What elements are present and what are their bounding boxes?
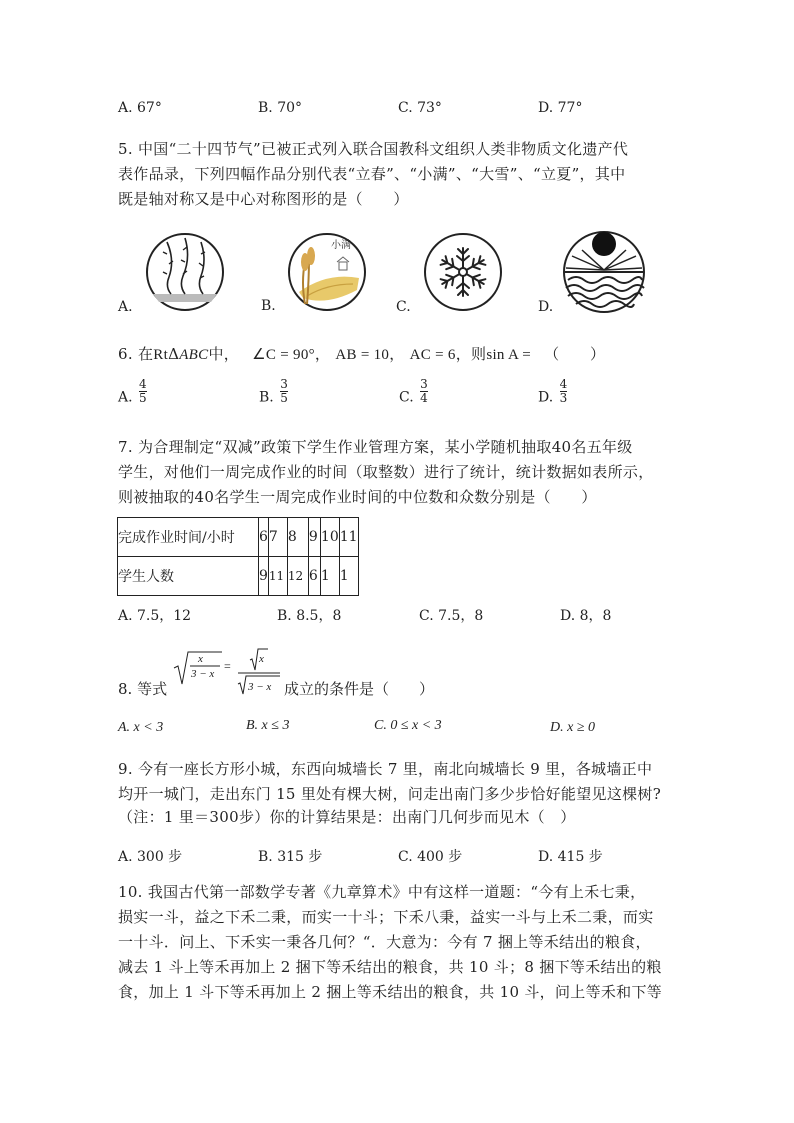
q7-count-cell: 1: [320, 557, 339, 596]
q8-equation: [172, 648, 284, 698]
table-row: [118, 518, 359, 557]
q8-equals: =: [224, 659, 231, 673]
q6-option-c-den: 4: [420, 391, 428, 405]
q7-option-d: D. 8，8: [560, 608, 612, 624]
q5-image-a-willow: [145, 232, 225, 312]
q7-option-c: C. 7.5，8: [419, 608, 484, 624]
q4-option-a: A. 67°: [118, 100, 162, 116]
q8-lhs-num: x: [198, 653, 203, 665]
q10-stem-line-5: 食，加上 1 斗下等禾再加上 2 捆上等禾结出的粮食，共 10 斗，问上等禾和下等: [118, 983, 663, 1001]
q9-option-a: A. 300 步: [118, 849, 183, 865]
q6-abc: ABC: [179, 347, 209, 363]
q6-triangle: Δ: [168, 345, 180, 363]
q7-time-cell: 6: [259, 518, 269, 557]
q7-count-cell: 1: [339, 557, 358, 596]
q8-option-c: C. 0 ≤ x < 3: [374, 718, 442, 733]
q6-option-b-den: 5: [280, 391, 288, 405]
q10-stem-line-4: 减去 1 斗上等禾再加上 2 捆下等禾结出的粮食，共 10 斗；8 捆下等禾结出的粮: [118, 958, 662, 976]
q7-data-table: [117, 517, 359, 596]
q5-stem-line-3: 既是轴对称又是中心对称图形的是（ ）: [118, 190, 409, 208]
q7-time-cell: 11: [339, 518, 358, 557]
q6-option-b-label: B.: [259, 389, 274, 406]
q7-option-b: B. 8.5，8: [277, 608, 342, 624]
q7-count-cell: 12: [287, 557, 308, 596]
q6-ac: AC = 6，: [409, 347, 472, 363]
q9-option-b: B. 315 步: [258, 849, 323, 865]
q5-stem-line-1: 5. 中国“二十四节气”已被正式列入联合国教科文组织人类非物质文化遗产代: [118, 140, 629, 158]
q8-lhs-den: 3 − x: [191, 668, 215, 680]
q6-option-d-label: D.: [538, 389, 554, 406]
q8-option-d: D. x ≥ 0: [550, 720, 596, 735]
q6-option-a-den: 5: [139, 391, 147, 405]
q6-ze: 则: [471, 345, 487, 363]
q7-stem-line-1: 7. 为合理制定“双减”政策下学生作业管理方案，某小学随机抽取40名五年级: [118, 438, 633, 456]
q6-stem: [118, 343, 605, 364]
q7-stem-line-3: 则被抽取的40名学生一周完成作业时间的中位数和众数分别是（ ）: [118, 488, 597, 506]
q9-option-c: C. 400 步: [398, 849, 463, 865]
q5-image-d-sun-waves: [562, 230, 646, 314]
q6-angle: ∠C = 90°，: [252, 347, 331, 363]
q7-count-cell: 9: [259, 557, 269, 596]
q7-time-cell: 10: [320, 518, 339, 557]
q8-prefix: 8. 等式: [118, 680, 168, 698]
q8-option-a: A. x < 3: [118, 720, 164, 735]
q5-option-b-label: B.: [261, 298, 276, 314]
q6-option-b-fraction: [280, 378, 288, 405]
q6-option-d-num: 4: [559, 377, 568, 391]
q7-count-cell: 6: [308, 557, 320, 596]
q9-stem-line-3: （注：1 里＝300步）你的计算结果是：出南门几何步而见木（ ）: [118, 808, 576, 826]
q6-option-a-fraction: [139, 378, 147, 405]
q6-option-d: [538, 377, 568, 411]
q7-time-cell: 9: [308, 518, 320, 557]
q9-stem-line-1: 9. 今有一座长方形小城，东西向城墙长 7 里，南北向城墙长 9 里，各城墙正中: [118, 760, 653, 778]
q7-row1-header: 完成作业时间/小时: [118, 518, 259, 557]
q6-option-c-label: C.: [399, 389, 414, 406]
q6-option-a-num: 4: [139, 377, 147, 391]
q4-option-b: B. 70°: [258, 100, 303, 116]
q6-option-b: [259, 377, 288, 411]
q7-time-cell: 7: [268, 518, 287, 557]
q10-stem-line-3: 一十斗．问上、下禾实一秉各几何？“．大意为：今有 7 捆上等禾结出的粮食，: [118, 933, 651, 951]
q5-stem-line-2: 表作品录，下列四幅作品分别代表“立春”、“小满”、“大雪”、“立夏”，其中: [118, 165, 626, 183]
q7-count-cell: 11: [268, 557, 287, 596]
q6-option-c: [399, 377, 428, 411]
q5-image-c-snowflake: [423, 232, 503, 312]
q5-image-b-caption: 小满: [331, 240, 351, 251]
q6-sin: sin A =: [486, 347, 532, 363]
q6-paren: （ ）: [544, 345, 606, 363]
q6-option-c-num: 3: [420, 377, 428, 391]
q6-option-d-fraction: [560, 378, 568, 405]
table-row: [118, 557, 359, 596]
q6-option-d-den: 3: [559, 391, 568, 405]
q8-suffix: 成立的条件是（ ）: [284, 680, 435, 698]
q8-rhs-num: x: [259, 653, 264, 665]
q6-option-b-num: 3: [280, 377, 288, 391]
q5-option-a-label: A.: [118, 299, 133, 315]
q8-rhs-den: 3 − x: [248, 681, 272, 693]
q4-option-c: C. 73°: [398, 100, 442, 116]
q5-option-d-label: D.: [538, 299, 554, 315]
q6-rt: Rt: [153, 347, 169, 363]
q5-image-b-wheat: [287, 232, 367, 312]
q10-stem-line-1: 10. 我国古代第一部数学专著《九章算术》中有这样一道题：“今有上禾七秉，: [118, 883, 646, 901]
q6-option-a-label: A.: [118, 389, 133, 406]
q9-stem-line-2: 均开一城门，走出东门 15 里处有棵大树，问走出南门多少步恰好能望见这棵树?: [118, 785, 662, 803]
q6-ab: AB = 10，: [335, 347, 405, 363]
q6-zhong: 中，: [208, 345, 240, 363]
q6-option-a: [118, 377, 147, 411]
q6-option-c-fraction: [420, 378, 428, 405]
q5-option-c-label: C.: [396, 299, 411, 315]
q7-time-cell: 8: [287, 518, 308, 557]
q9-option-d: D. 415 步: [538, 849, 603, 865]
q10-stem-line-2: 损实一斗，益之下禾二秉，而实一十斗；下禾八秉，益实一斗与上禾二秉，而实: [118, 908, 654, 926]
q6-prefix: 6. 在: [118, 345, 154, 363]
q7-row2-header: 学生人数: [118, 557, 259, 596]
q7-option-a: A. 7.5，12: [118, 608, 192, 624]
q4-option-d: D. 77°: [538, 100, 583, 116]
q7-stem-line-2: 学生，对他们一周完成作业的时间（取整数）进行了统计，统计数据如表所示，: [118, 463, 654, 481]
q8-option-b: B. x ≤ 3: [246, 718, 290, 733]
